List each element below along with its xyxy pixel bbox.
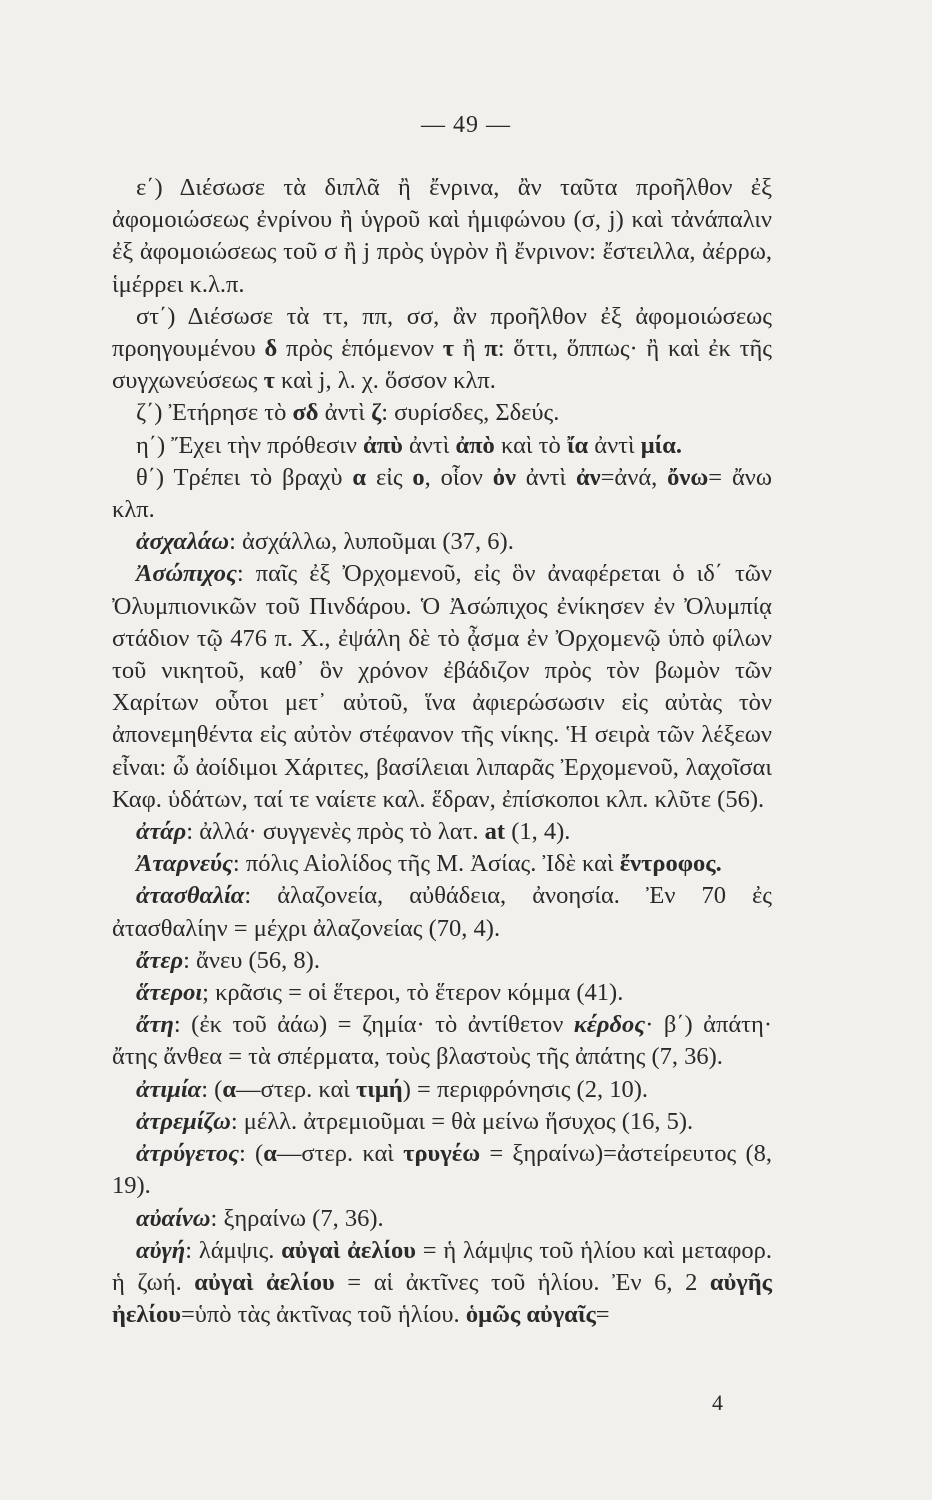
emphasis-text: ἀτρύγετος bbox=[136, 1140, 239, 1168]
paragraph bbox=[112, 880, 772, 944]
emphasis-text: ὀν bbox=[492, 463, 516, 491]
text-run: θ΄) Τρέπει τὸ βραχὺ bbox=[136, 463, 353, 491]
text-run: : πόλις Αἰολίδος τῆς Μ. Ἀσίας. Ἰδὲ καὶ bbox=[232, 850, 620, 878]
emphasis-text: ζ bbox=[371, 399, 382, 427]
paragraph bbox=[112, 397, 772, 429]
text-run: ; κρᾶσις = οἱ ἕτεροι, τὸ ἕτερον κόμμα (41). bbox=[202, 979, 624, 1007]
paragraph bbox=[112, 430, 772, 462]
emphasis-text: αὐγή bbox=[136, 1236, 186, 1264]
emphasis-text: μία. bbox=[640, 431, 683, 459]
text-run: : ὅττι, ὅππως· ἢ καὶ ἐκ τῆς συγχωνεύσεως bbox=[112, 335, 773, 395]
paragraph bbox=[112, 1138, 772, 1202]
emphasis-text: ο bbox=[412, 463, 425, 491]
paragraph bbox=[112, 526, 772, 558]
emphasis-text: ἀπὺ bbox=[363, 431, 403, 459]
emphasis-text: ἀτρεμίζω bbox=[136, 1107, 231, 1135]
text-run: ε΄) Διέσωσε τὰ διπλᾶ ἢ ἔνρινα, ἂν ταῦτα προῆλθον ἐξ ἀφομοιώσεως ἐνρίνου ἢ ὑγροῦ καὶ ἡμιφώνου (σ, j) καὶ τἀνάπαλιν ἐξ ἀφομοιώσεως τοῦ σ ἢ j πρὸς ὑγρὸν ἢ ἔνρινον: ἔστειλλα, ἀέρρω, ἱμέρρει κ.λ.π. bbox=[112, 174, 772, 298]
body-text bbox=[112, 172, 772, 1331]
text-run: ἀντὶ bbox=[402, 431, 456, 459]
text-run: ζ΄) Ἐτήρησε τὸ bbox=[136, 399, 293, 427]
emphasis-text: αὐγαὶ ἀελίου bbox=[194, 1268, 335, 1296]
emphasis-text: Ἀσώπιχος bbox=[136, 560, 237, 588]
paragraph bbox=[112, 1235, 772, 1332]
emphasis-text: αὐγαὶ ἀελίου bbox=[281, 1236, 416, 1264]
text-run: ἀντὶ bbox=[515, 463, 576, 491]
emphasis-text: ἀσχαλάω bbox=[136, 528, 230, 556]
emphasis-text: ἴα bbox=[566, 431, 589, 459]
paragraph bbox=[112, 848, 772, 880]
signature-mark: 4 bbox=[712, 1390, 723, 1415]
page-number: — 49 — bbox=[421, 112, 511, 138]
text-run: πρὸς ἑπόμενον bbox=[277, 335, 443, 363]
paragraph bbox=[112, 301, 772, 398]
emphasis-text: αὐγῆς ἠελίου bbox=[112, 1268, 772, 1329]
text-run: : συρίσδες, Σδεύς. bbox=[381, 399, 560, 427]
emphasis-text: αὐαίνω bbox=[136, 1204, 211, 1232]
text-run: : παῖς ἐξ Ὀρχομενοῦ, εἰς ὃν ἀναφέρεται ὁ ιδ΄ τῶν Ὀλυμπιονικῶν τοῦ Πινδάρου. Ὁ Ἀσώπιχος ἐνίκησεν ἐν Ὀλυμπίᾳ στάδιον τῷ 476 π. Χ., ἐψάλη δὲ τὸ ᾆσμα ἐν Ὀρχομενῷ ὑπὸ φίλων τοῦ νικητοῦ, καθ᾽ ὃν χρόνον ἐβάδιζον πρὸς τὸν βωμὸν τῶν Χαρίτων οὗτοι μετ᾽ αὐτοῦ, ἵνα ἀφιερώσωσιν εἰς αὐτὰς τὸν ἀπονεμηθέντα εἰς αὐτὸν στέφανον τῆς νίκης. Ἡ σειρὰ τῶν λέξεων εἶναι: ὦ ἀοίδιμοι Χάριτες, βασίλειαι λιπαρᾶς Ἐρχομενοῦ, λαχοῖσαι Καφ. ὑδάτων, ταί τε ναίετε καλ. ἕδραν, ἐπίσκοποι κλπ. κλῦτε (56). bbox=[112, 560, 772, 813]
text-run: = ἄνω κλπ. bbox=[112, 463, 773, 524]
emphasis-text: ἀν bbox=[575, 463, 601, 491]
text-run: ἢ bbox=[454, 335, 485, 363]
emphasis-text: Ἀταρνεύς bbox=[136, 850, 233, 878]
emphasis-text: τιμή bbox=[356, 1075, 403, 1103]
emphasis-text: τ bbox=[263, 367, 275, 395]
text-run: καὶ j, λ. χ. ὅσσον κλπ. bbox=[274, 367, 496, 395]
emphasis-text: α bbox=[222, 1075, 237, 1103]
text-run: ἀντὶ bbox=[588, 431, 641, 459]
text-run: η΄) Ἔχει τὴν πρόθεσιν bbox=[136, 431, 364, 459]
text-run: : μέλλ. ἀτρεμιοῦμαι = θὰ μείνω ἥσυχος (16, 5). bbox=[230, 1107, 694, 1135]
paragraph bbox=[112, 1203, 772, 1235]
emphasis-text: α bbox=[263, 1140, 277, 1168]
paragraph bbox=[112, 172, 772, 301]
text-run: —στερ. καὶ bbox=[236, 1075, 357, 1103]
emphasis-text: ἀτιμία bbox=[136, 1075, 202, 1103]
emphasis-text: δ bbox=[264, 335, 278, 363]
emphasis-text: ἅτεροι bbox=[136, 979, 203, 1007]
emphasis-text: ἀτασθαλία bbox=[136, 882, 245, 910]
text-run: : ἀλαζονεία, αὐθάδεια, ἀνοησία. Ἐν 70 ἐς ἀτασθαλίην = μέχρι ἀλαζονείας (70, 4). bbox=[112, 882, 772, 942]
text-run: καὶ τὸ bbox=[494, 431, 567, 459]
text-run: στ΄) Διέσωσε τὰ ττ, ππ, σσ, ἂν προῆλθον ἐξ ἀφομοιώσεως προηγουμένου bbox=[112, 302, 772, 363]
emphasis-text: κέρδος bbox=[573, 1011, 646, 1039]
text-run: : ξηραίνω (7, 36). bbox=[210, 1204, 384, 1232]
paragraph bbox=[112, 816, 772, 848]
text-run: : λάμψις. bbox=[185, 1236, 282, 1264]
text-run: —στερ. καὶ bbox=[276, 1140, 404, 1168]
text-run: =ἀνά, bbox=[600, 463, 668, 491]
paragraph bbox=[112, 462, 772, 526]
paragraph bbox=[112, 1009, 772, 1073]
paragraph bbox=[112, 977, 772, 1009]
text-run: (1, 4). bbox=[505, 818, 571, 846]
paragraph bbox=[112, 1074, 772, 1106]
emphasis-text: ἔντροφος. bbox=[619, 850, 722, 878]
emphasis-text: π bbox=[484, 335, 498, 363]
emphasis-text: ἀτάρ bbox=[136, 818, 187, 846]
text-run: : ἄνευ (56, 8). bbox=[183, 946, 320, 974]
text-run: : ἀσχάλλω, λυποῦμαι (37, 6). bbox=[229, 528, 514, 556]
text-run: : ( bbox=[201, 1075, 223, 1103]
text-run: = ἡ λάμψις τοῦ ἡλίου καὶ μεταφορ. ἡ ζωή. bbox=[112, 1236, 773, 1296]
text-run: εἰς bbox=[366, 463, 413, 491]
text-run: = ξηραίνω)=ἀστείρευτος (8, 19). bbox=[112, 1140, 772, 1200]
emphasis-text: ἀπὸ bbox=[455, 431, 495, 459]
text-run: , οἷον bbox=[424, 463, 493, 491]
text-run: = αἱ ἀκτῖνες τοῦ ἡλίου. Ἐν 6, 2 bbox=[334, 1268, 710, 1296]
emphasis-text: ἄτη bbox=[136, 1011, 174, 1039]
emphasis-text: ὄνω bbox=[667, 463, 709, 491]
emphasis-text: σδ bbox=[292, 399, 319, 427]
text-run: =ὑπὸ τὰς ἀκτῖνας τοῦ ἡλίου. bbox=[180, 1301, 466, 1329]
emphasis-text: ἄτερ bbox=[136, 946, 184, 974]
text-run: ) = περιφρόνησις (2, 10). bbox=[402, 1075, 648, 1103]
emphasis-text: τ bbox=[442, 335, 455, 363]
emphasis-text: ὁμῶς αὐγαῖς bbox=[465, 1301, 596, 1329]
emphasis-text: at bbox=[484, 818, 506, 846]
emphasis-text: τρυγέω bbox=[403, 1140, 481, 1168]
paragraph bbox=[112, 558, 772, 816]
text-run: : ( bbox=[239, 1140, 264, 1168]
text-run: · β΄) ἀπάτη· ἄτης ἄνθεα = τὰ σπέρματα, τοὺς βλαστοὺς τῆς ἀπάτης (7, 36). bbox=[112, 1011, 772, 1071]
emphasis-text: α bbox=[352, 463, 367, 491]
text-run: : (ἐκ τοῦ ἀάω) = ζημία· τὸ ἀντίθετον bbox=[173, 1011, 574, 1039]
text-run: = bbox=[595, 1301, 610, 1329]
text-run: : ἀλλά· συγγενὲς πρὸς τὸ λατ. bbox=[186, 818, 485, 846]
paragraph bbox=[112, 1106, 772, 1138]
text-run: ἀντὶ bbox=[318, 399, 372, 427]
paragraph bbox=[112, 945, 772, 977]
